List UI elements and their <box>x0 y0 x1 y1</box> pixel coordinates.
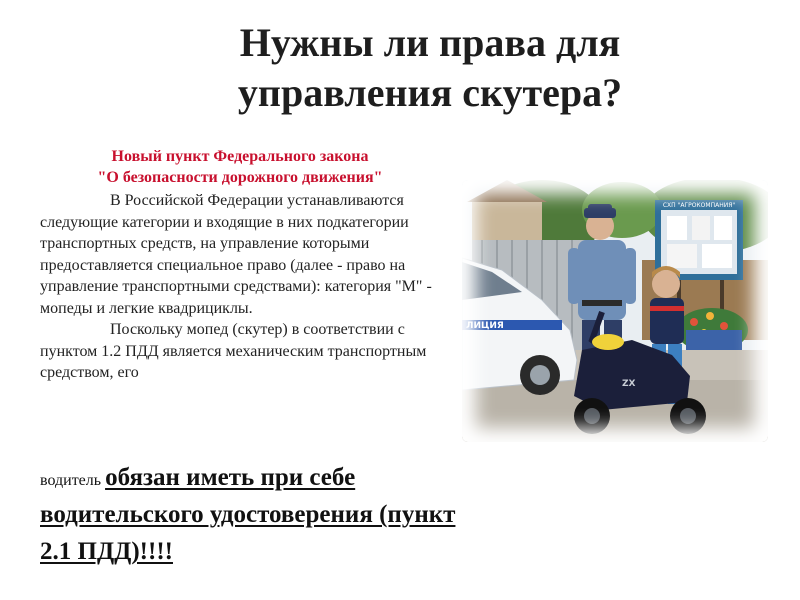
page-title <box>150 18 710 118</box>
paragraph-moped: Поскольку мопед (скутер) в соответствии с пунктом 1.2 ПДД является механическим транспортным средством, его <box>40 321 427 381</box>
law-heading <box>40 146 440 188</box>
law-heading-line-2: "О безопасности дорожного движения" <box>97 169 383 186</box>
page-title-line-1: Нужны ли права для <box>239 20 621 65</box>
board-sign: СХП "АГРОКОМПАНИЯ" <box>662 202 736 209</box>
requirement-bold: обязан иметь при себе водительского удостоверения (пункт 2.1 ПДД)!!!! <box>40 464 456 565</box>
page-title-line-2: управления скутера? <box>237 70 623 115</box>
police-check-photo <box>462 180 768 442</box>
body-text <box>40 190 460 384</box>
photo-illustration <box>462 180 768 442</box>
law-heading-line-1: Новый пункт Федерального закона <box>111 148 369 165</box>
requirement-lead: водитель <box>40 472 102 489</box>
requirement-statement <box>40 461 470 572</box>
scooter-badge: ZX <box>622 379 636 389</box>
paragraph-categories: В Российской Федерации устанавливаются следующие категории и входящие в них подкатегории транспортных средств, на управление которыми предоставляется специальное право (далее - право на управление транспортными средствами): категория "М" - мопеды и легкие квадрициклы. <box>40 192 432 317</box>
car-lettering: ЛИЦИЯ <box>466 321 504 331</box>
